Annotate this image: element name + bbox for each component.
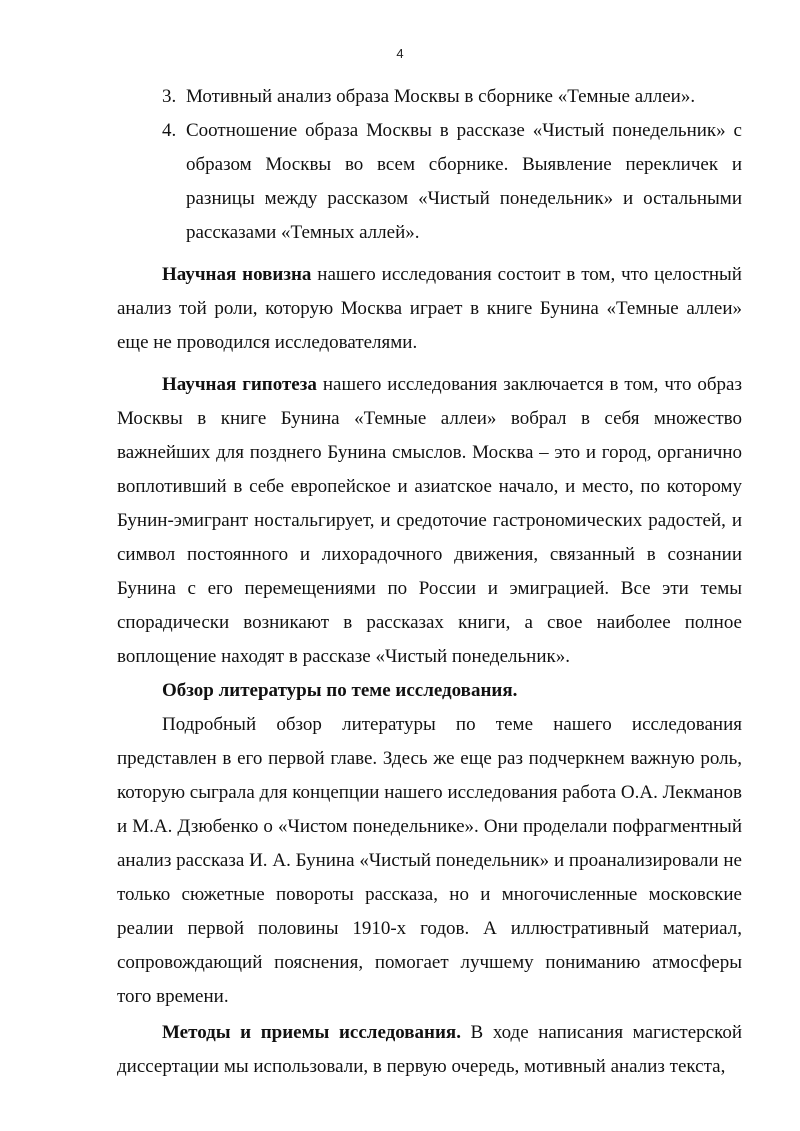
list-item-number: 3. [162,86,177,107]
novelty-lead: Научная новизна [162,264,312,285]
list-item-text: Соотношение образа Москвы в рассказе «Чистый понедельник» с образом Москвы во всем сборнике. Выявление перекличек и разницы между рассказом «Чистый понедельник» и остальными рассказами «Темных аллей». [186,120,742,243]
hypothesis-paragraph [117,368,742,674]
task-list [117,80,742,250]
review-heading: Обзор литературы по теме исследования. [162,680,518,701]
page-number: 4 [396,46,404,61]
methods-paragraph [117,1016,742,1084]
methods-text: В ходе написания магистерской диссертации мы использовали, в первую очередь, мотивный анализ текста, [117,1022,743,1077]
list-item-number: 4. [162,120,177,141]
novelty-text: нашего исследования состоит в том, что целостный анализ той роли, которую Москва играет в книге Бунина «Темные аллеи» еще не проводился исследователями. [117,264,742,353]
page-body [117,80,742,1084]
hypothesis-lead: Научная гипотеза [162,374,317,395]
novelty-paragraph [117,258,742,360]
list-item [117,114,742,250]
list-item-text: Мотивный анализ образа Москвы в сборнике «Темные аллеи». [186,86,696,107]
hypothesis-text: нашего исследования заключается в том, что образ Москвы в книге Бунина «Темные аллеи» вобрал в себя множество важнейших для позднего Бунина смыслов. Москва – это и город, органично воплотивший в себе европейское и азиатское начало, и место, по которому Бунин-эмигрант ностальгирует, и средоточие гастрономических радостей, и символ постоянного и лихорадочного движения, связанный в сознании Бунина с его перемещениями по России и эмиграцией. Все эти темы спорадически возникают в рассказах книги, а свое наиболее полное воплощение находят в рассказе «Чистый понедельник». [117,374,743,667]
list-item [117,80,742,114]
methods-lead: Методы и приемы исследования. [162,1022,461,1043]
review-paragraph: Подробный обзор литературы по теме нашего исследования представлен в его первой главе. Здесь же еще раз подчеркнем важную роль, которую сыграла для концепции нашего исследования работа О.А. Лекманов и М.А. Дзюбенко о «Чистом понедельнике». Они проделали пофрагментный анализ рассказа И. А. Бунина «Чистый понедельник» и проанализировали не только сюжетные повороты рассказа, но и многочисленные московские реалии первой половины 1910-х годов. А иллюстративный материал, сопровождающий пояснения, помогает лучшему пониманию атмосферы того времени. [117,714,742,1007]
